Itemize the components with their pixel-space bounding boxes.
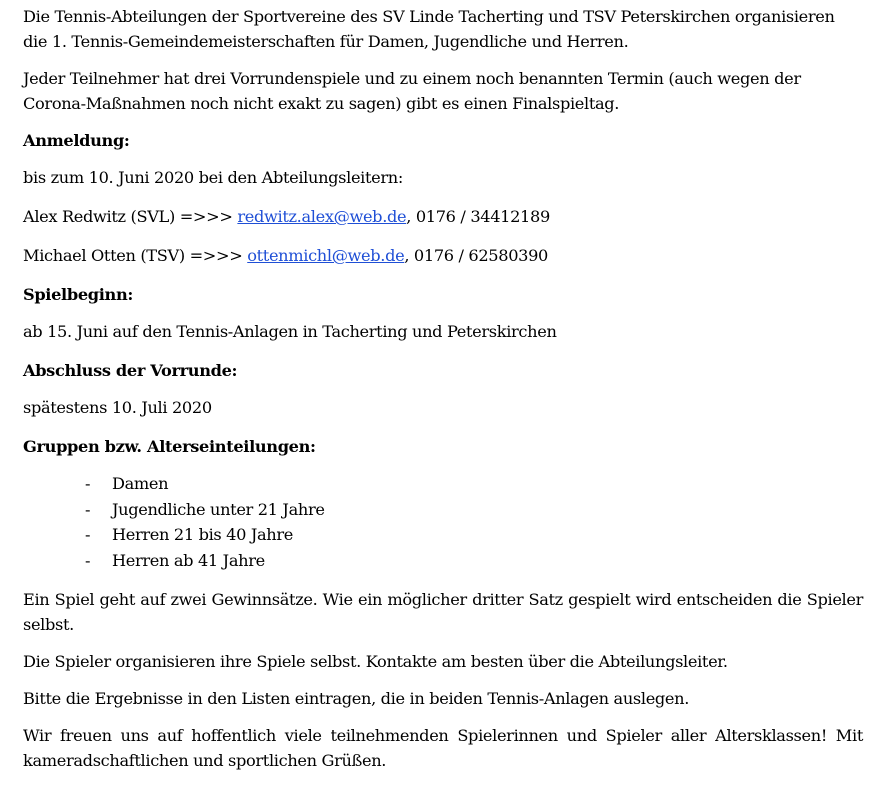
- rules-paragraph-sets: Ein Spiel geht auf zwei Gewinnsätze. Wie ein möglicher dritter Satz gespielt wird entscheiden die Spieler selbst.: [23, 590, 863, 634]
- email-link-redwitz[interactable]: redwitz.alex@web.de: [237, 207, 407, 226]
- rules-paragraph-organize: Die Spieler organisieren ihre Spiele selbst. Kontakte am besten über die Abteilungsleiter.: [23, 652, 728, 671]
- vorrunde-text: spätestens 10. Juli 2020: [23, 398, 212, 417]
- spielbeginn-heading: Spielbeginn:: [23, 285, 134, 304]
- list-bullet: -: [85, 525, 91, 544]
- intro-paragraph-1: Die Tennis-Abteilungen der Sportvereine des SV Linde Tacherting und TSV Peterskirchen organisieren die 1. Tennis-Gemeindemeisterschaften für Damen, Jugendliche und Herren.: [23, 7, 835, 51]
- contact-svl-phone: , 0176 / 34412189: [406, 207, 550, 226]
- contact-tsv-prefix: Michael Otten (TSV) =>>>: [23, 246, 248, 265]
- group-label: Herren ab 41 Jahre: [112, 550, 265, 570]
- contact-tsv-phone: , 0176 / 62580390: [404, 246, 549, 265]
- list-bullet: -: [85, 550, 91, 570]
- intro-paragraph-2: Jeder Teilnehmer hat drei Vorrundenspiele und zu einem noch benannten Termin (auch wegen der Corona-Maßnahmen noch nicht exakt zu sagen) gibt es einen Finalspieltag.: [23, 69, 801, 113]
- group-label: Damen: [112, 474, 169, 493]
- list-bullet: -: [85, 474, 91, 493]
- list-item: [23, 522, 863, 548]
- group-list: [23, 471, 863, 573]
- gruppen-heading: Gruppen bzw. Alterseinteilungen:: [23, 437, 316, 456]
- vorrunde-heading: Abschluss der Vorrunde:: [23, 361, 238, 380]
- group-label: Jugendliche unter 21 Jahre: [112, 499, 325, 519]
- list-item: [23, 471, 863, 497]
- contact-line-tsv: [23, 243, 863, 268]
- spielbeginn-text: ab 15. Juni auf den Tennis-Anlagen in Tacherting und Peterskirchen: [23, 322, 557, 341]
- closing-paragraph: Wir freuen uns auf hoffentlich viele teilnehmenden Spielerinnen und Spieler aller Altersklassen! Mit kameradschaftlichen und sportlichen Grüßen.: [23, 726, 863, 770]
- email-link-otten[interactable]: ottenmichl@web.de: [247, 246, 405, 265]
- rules-paragraph-results: Bitte die Ergebnisse in den Listen eintragen, die in beiden Tennis-Anlagen auslegen.: [23, 689, 690, 708]
- list-item: [23, 497, 863, 523]
- list-item: [23, 548, 863, 574]
- document-page: [23, 4, 863, 785]
- anmeldung-deadline: bis zum 10. Juni 2020 bei den Abteilungsleitern:: [23, 168, 403, 187]
- anmeldung-heading: Anmeldung:: [23, 131, 130, 150]
- contact-line-svl: [23, 204, 863, 229]
- contact-svl-prefix: Alex Redwitz (SVL) =>>>: [23, 207, 238, 226]
- list-bullet: -: [85, 499, 91, 519]
- group-label: Herren 21 bis 40 Jahre: [112, 525, 293, 544]
